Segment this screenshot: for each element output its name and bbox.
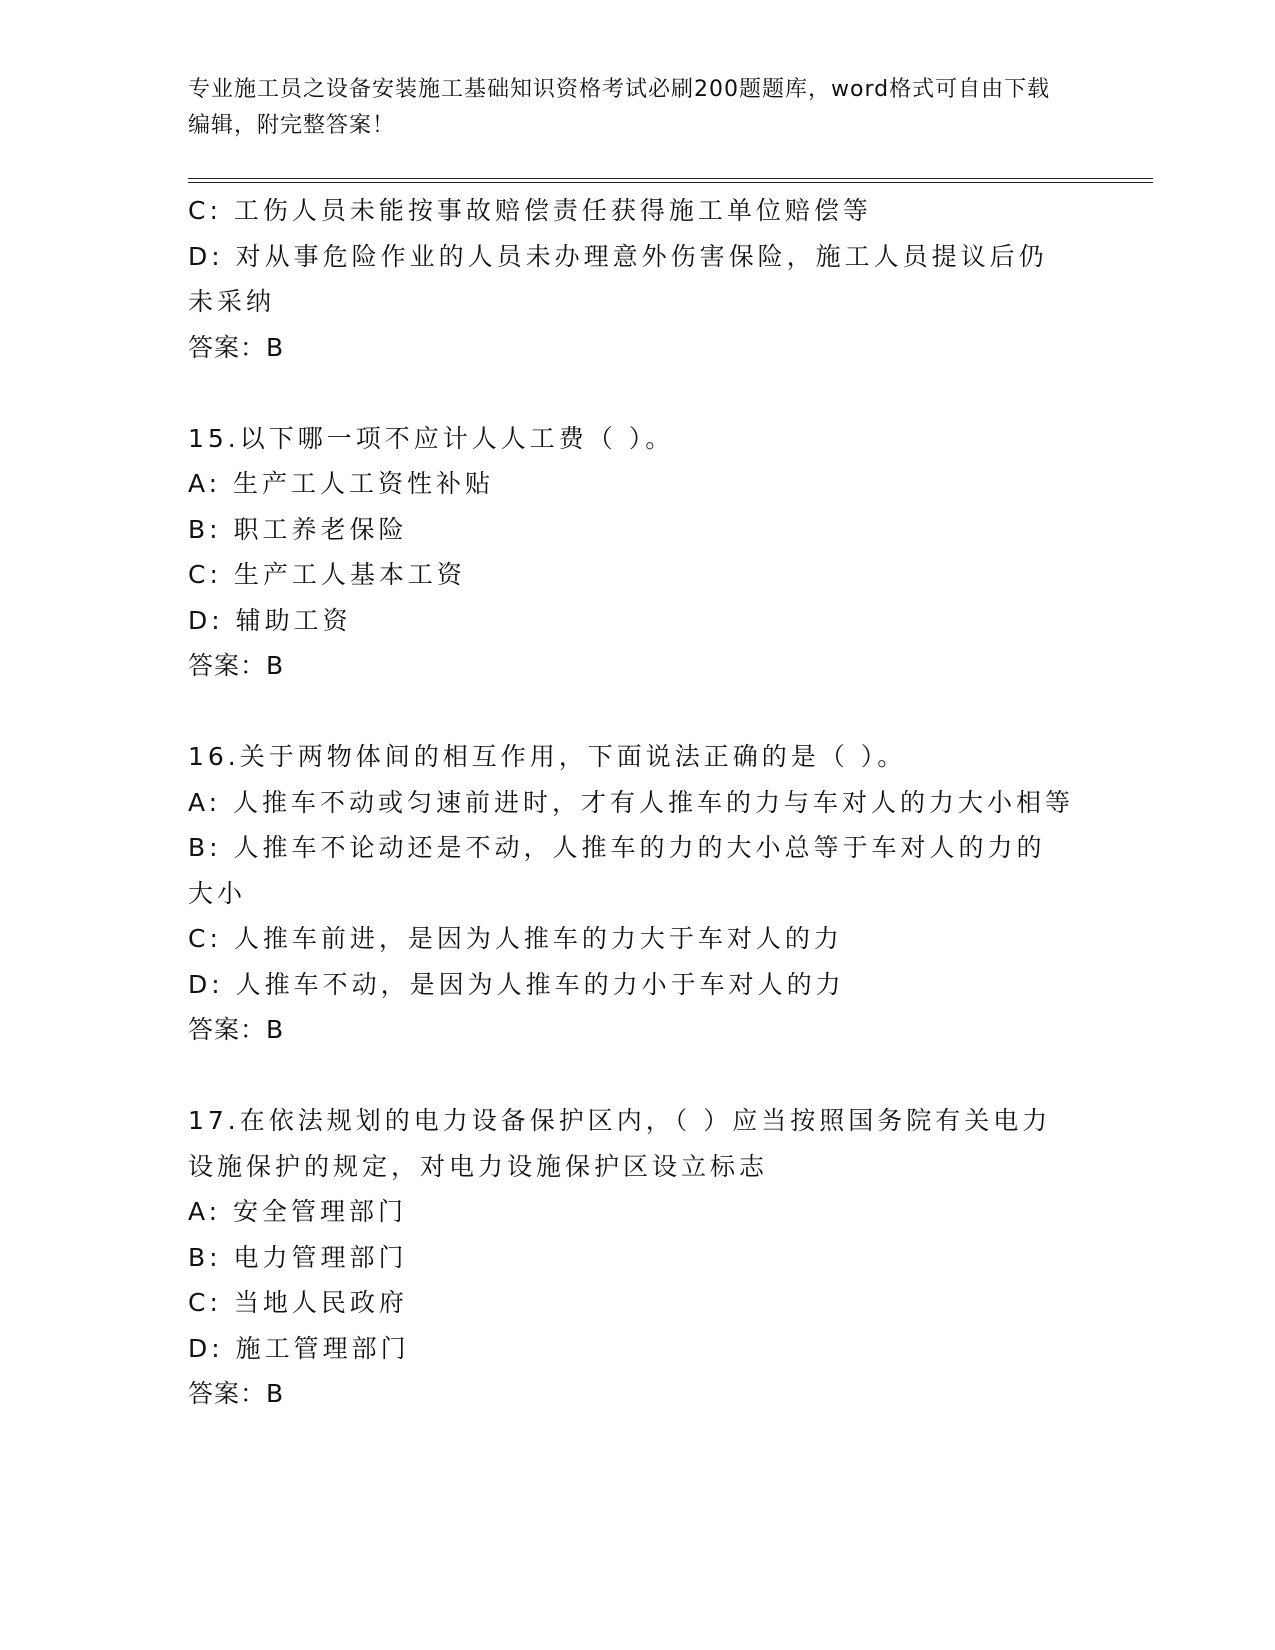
option-c: C: 生产工人基本工资 <box>188 560 466 589</box>
answer-line: 答案：B <box>188 332 285 362</box>
question-list <box>188 188 1075 1417</box>
document-header: 专业施工员之设备安装施工基础知识资格考试必刷200题题库，word格式可自由下载编辑，附完整答案！ <box>188 77 1051 138</box>
question-16 <box>188 734 1075 1053</box>
question-spacer <box>188 689 1068 735</box>
option-d: D: 人推车不动，是因为人推车的力小于车对人的力 <box>188 969 845 999</box>
header-rule-top <box>188 178 1153 179</box>
option-c: C: 当地人民政府 <box>188 1288 408 1317</box>
option-a: A: 生产工人工资性补贴 <box>188 469 495 498</box>
option-d: D: 对从事危险作业的人员未办理意外伤害保险，施工人员提议后仍未采纳 <box>188 241 1048 316</box>
option-c: C: 人推车前进，是因为人推车的力大于车对人的力 <box>188 924 843 953</box>
question-stem: 15.以下哪一项不应计人人工费（ ）。 <box>188 423 675 453</box>
question-17 <box>188 1098 1068 1417</box>
option-b: B: 职工养老保险 <box>188 514 408 544</box>
header-double-rule <box>188 178 1153 184</box>
option-b: B: 人推车不论动还是不动，人推车的力的大小总等于车对人的力的大小 <box>188 833 1046 908</box>
option-d: D: 施工管理部门 <box>188 1333 410 1363</box>
question-14-continued <box>188 188 1068 370</box>
question-15 <box>188 416 1068 689</box>
option-a: A: 安全管理部门 <box>188 1197 408 1226</box>
question-spacer <box>188 370 1068 416</box>
question-stem: 17.在依法规划的电力设备保护区内，（ ）应当按照国务院有关电力设施保护的规定，对电力设施保护区设立标志 <box>188 1106 1052 1181</box>
question-spacer <box>188 1053 1068 1099</box>
answer-line: 答案：B <box>188 1379 285 1408</box>
option-c: C: 工伤人员未能按事故赔偿责任获得施工单位赔偿等 <box>188 196 872 225</box>
answer-line: 答案：B <box>188 651 285 680</box>
question-stem: 16.关于两物体间的相互作用，下面说法正确的是（ ）。 <box>188 742 907 771</box>
option-a: A: 人推车不动或匀速前进时，才有人推车的力与车对人的力大小相等 <box>188 787 1075 817</box>
option-b: B: 电力管理部门 <box>188 1242 408 1272</box>
option-d: D: 辅助工资 <box>188 605 352 635</box>
header-rule-bottom <box>188 182 1153 183</box>
answer-line: 答案：B <box>188 1015 285 1044</box>
